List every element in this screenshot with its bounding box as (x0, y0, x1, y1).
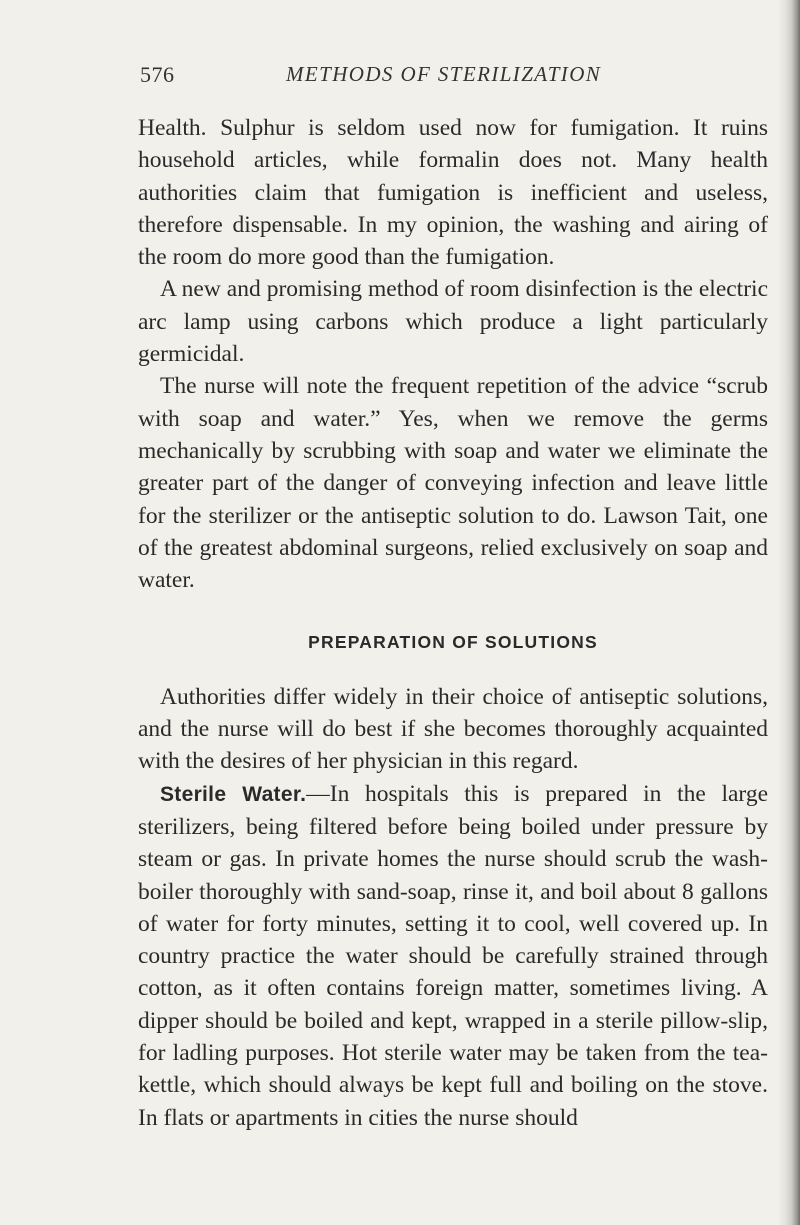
page-number: 576 (140, 62, 175, 87)
page-edge-shadow (778, 0, 800, 1225)
body-text (138, 112, 768, 1134)
section-heading: PREPARATION OF SOLUTIONS (308, 632, 598, 653)
paragraph-sterile-water-text: —In hospitals this is prepared in the large sterilizers, being filtered before being boiled under pressure by steam or gas. In private homes the nurse should scrub the wash-boiler thoroughly with sand-soap, rinse it, and boil about 8 gallons of water for forty minutes, setting it to cool, well covered up. In country practice the water should be carefully strained through cotton, as it often contains foreign matter, sometimes living. A dipper should be boiled and kept, wrapped in a sterile pillow-slip, for ladling purposes. Hot sterile water may be taken from the teakettle, which should always be kept full and boiling on the stove. In flats or apartments in cities the nurse should (138, 780, 768, 1131)
paragraph-sterile-water (138, 778, 768, 1134)
paragraph-arc-lamp: A new and promising method of room disinfection is the electric arc lamp using carbons which produce a light particularly germicidal. (138, 276, 768, 368)
run-in-heading: Sterile Water. (160, 782, 307, 806)
paragraph-authorities: Authorities differ widely in their choice of antiseptic solutions, and the nurse will do best if she becomes thoroughly acquainted with the desires of her physician in this regard. (138, 683, 768, 775)
paragraph-fumigation: Health. Sulphur is seldom used now for fumigation. It ruins household articles, while formalin does not. Many health authorities claim that fumigation is inefficient and useless, therefore dispensable. In my opinion, the washing and airing of the room do more good than the fumigation. (138, 115, 768, 271)
paragraph-soap-and-water: The nurse will note the frequent repetition of the advice “scrub with soap and water.” Yes, when we remove the germs mechanically by scrubbing with soap and water we eliminate the greater part of the danger of conveying infection and leave little for the sterilizer or the antiseptic solution to do. Lawson Tait, one of the greatest abdominal surgeons, relied exclusively on soap and water. (138, 373, 768, 594)
page-header (0, 62, 800, 92)
running-title: METHODS OF STERILIZATION (286, 62, 602, 86)
